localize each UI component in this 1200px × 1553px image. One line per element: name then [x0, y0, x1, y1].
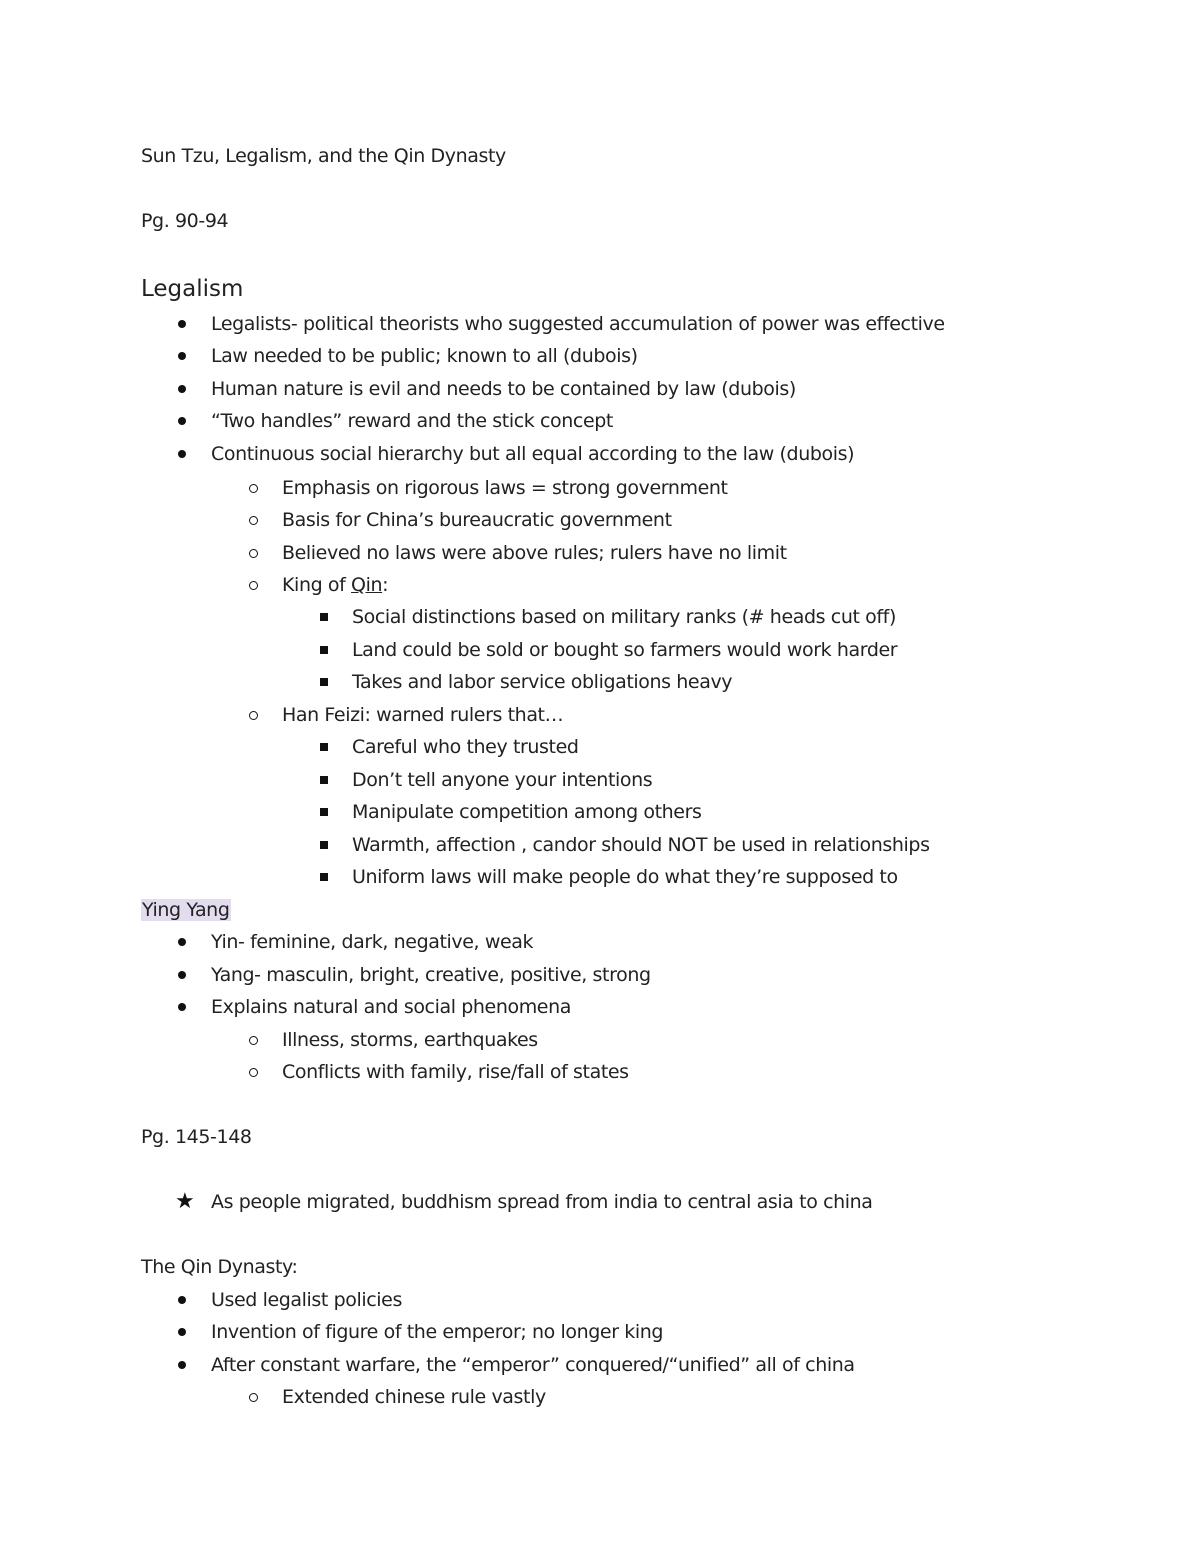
bullet-circle-icon — [249, 711, 258, 720]
bullet-square-icon — [320, 808, 328, 816]
bullet-square-icon — [320, 743, 328, 751]
bullet-square-icon — [320, 678, 328, 686]
bullet-dot-icon — [178, 450, 186, 458]
ying-yang-heading: Ying Yang — [142, 899, 230, 921]
bullet-dot-icon — [178, 352, 186, 360]
bullet-square-icon — [320, 776, 328, 784]
bullet-dot-icon — [178, 320, 186, 328]
bullet-square-icon — [320, 841, 328, 849]
bullet-dot-icon — [178, 1328, 186, 1336]
bullet-square-icon — [320, 646, 328, 654]
bullet-circle-icon — [249, 581, 258, 590]
qin-link-text: Qin — [351, 574, 383, 596]
bullet-dot-icon — [178, 1003, 186, 1011]
bullet-square-icon — [320, 613, 328, 621]
bullet-dot-icon — [178, 971, 186, 979]
document-page: Sun Tzu, Legalism, and the Qin Dynasty Pg. 90-94 Legalism Legalists- political theorists who suggested accumulation of power was effective Law needed to be public; known to all (dubois) Human nature is evil and needs to be contained by law (dubois) “Two handles” reward and the stick concept Continuous social hierarchy but all equal according to the law (dubois) Emphasis on rigorous laws = strong government Basis for China’s bureaucratic government Believed no laws were above rules; rulers have no limit King of Qin: Social distinctions based on military ranks (# heads cut off) Land could be sold or bought so farmers would work harder Takes and labor service obligations heavy Han Feizi: warned rulers that… Careful who they trusted Don’t tell anyone your intentions Manipulate competition among others Warmth, affection , candor should NOT be used in relationships Uniform laws will make people do what they’re supposed to Ying Yang Yin- feminine, dark, negative, weak Yang- masculin, bright, creative, positive, strong Explains natural and social phenomena Illness, storms, earthquakes Conflicts with family, rise/fall of states Pg. 145-148 ★ As people migrated, buddhism spread from india to central asia to china The Qin Dynasty: Used legalist policies Invention of figure of the emperor; no longer king After constant warfare, the “emperor” conquered/“unified” all of china Extended chinese rule vastly — [141, 145, 945, 1408]
bullet-dot-icon — [178, 385, 186, 393]
page-range-label: Pg. 90-94 — [141, 210, 229, 232]
bullet-dot-icon — [178, 417, 186, 425]
legalism-heading: Legalism — [141, 276, 244, 302]
bullet-circle-icon — [249, 516, 258, 525]
bullet-square-icon — [320, 873, 328, 881]
bullet-circle-icon — [249, 1393, 258, 1402]
bullet-circle-icon — [249, 549, 258, 558]
bullet-circle-icon — [249, 484, 258, 493]
document-title: Sun Tzu, Legalism, and the Qin Dynasty — [141, 145, 506, 167]
bullet-circle-icon — [249, 1036, 258, 1045]
bullet-dot-icon — [178, 1296, 186, 1304]
qin-dynasty-heading: The Qin Dynasty: — [141, 1256, 298, 1278]
bullet-dot-icon — [178, 938, 186, 946]
star-icon: ★ — [175, 1189, 195, 1214]
bullet-dot-icon — [178, 1361, 186, 1369]
page-range-label: Pg. 145-148 — [141, 1126, 252, 1148]
bullet-circle-icon — [249, 1068, 258, 1077]
